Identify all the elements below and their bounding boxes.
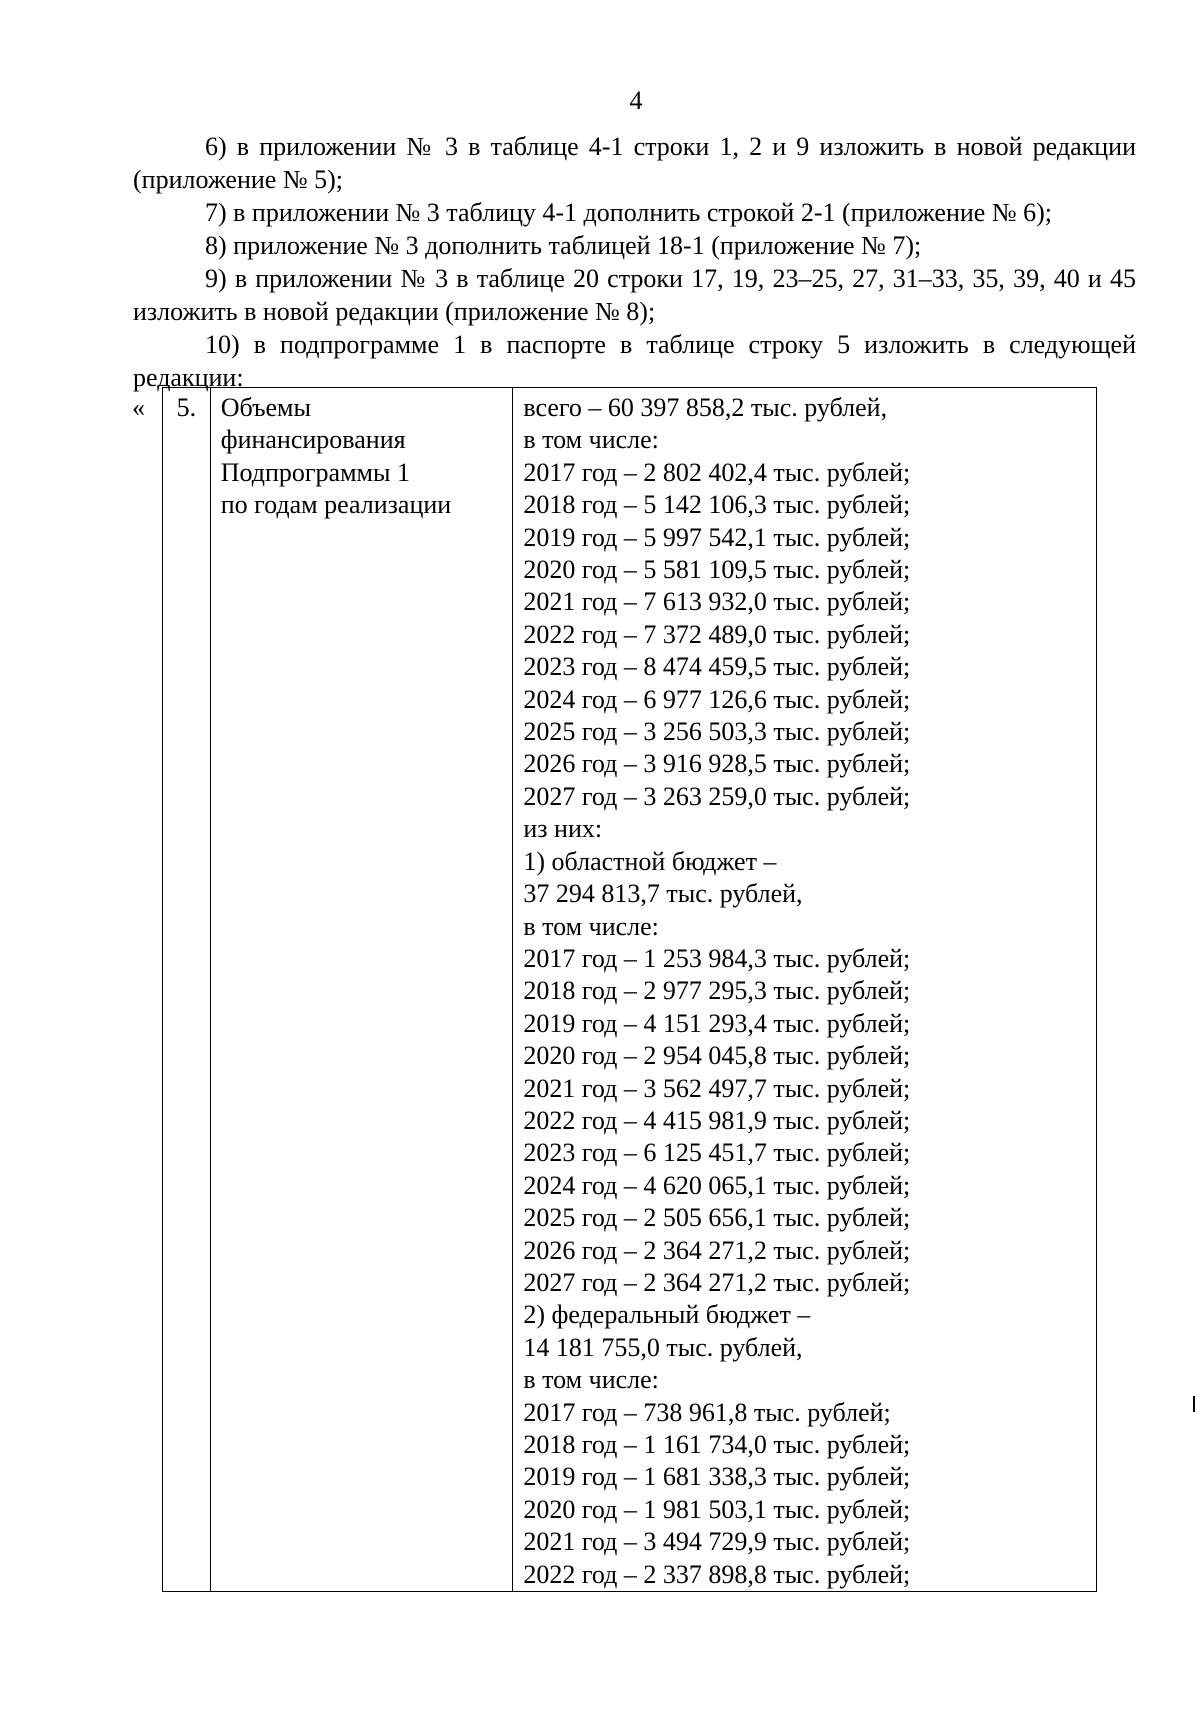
- funding-line: 37 294 813,7 тыс. рублей,: [523, 879, 803, 909]
- funding-line: в том числе:: [523, 425, 659, 455]
- funding-line: 2027 год – 3 263 259,0 тыс. рублей;: [523, 781, 911, 811]
- funding-line: 2018 год – 1 161 734,0 тыс. рублей;: [523, 1430, 911, 1459]
- amendment-paragraph-10: 10) в подпрограмме 1 в паспорте в таблице строку 5 изложить в следующей редакции:: [133, 330, 1136, 392]
- row-number-cell: [163, 388, 211, 1592]
- funding-line: в том числе:: [523, 1365, 659, 1395]
- funding-line: 2021 год – 3 494 729,9 тыс. рублей;: [523, 1527, 911, 1557]
- amendment-list: [133, 130, 1136, 394]
- margin-mark: [1193, 1396, 1195, 1412]
- funding-values: [523, 392, 1086, 1591]
- funding-line: в том числе:: [523, 911, 659, 941]
- funding-line: 2023 год – 6 125 451,7 тыс. рублей;: [523, 1138, 911, 1168]
- amendment-paragraph-7: 7) в приложении № 3 таблицу 4-1 дополнить строкой 2-1 (приложение № 6);: [205, 198, 1053, 227]
- funding-line: 2020 год – 2 954 045,8 тыс. рублей;: [523, 1041, 911, 1071]
- passport-table: [162, 387, 1097, 1592]
- funding-line: 1) областной бюджет –: [523, 846, 777, 876]
- row-name-line: Подпрограммы 1: [220, 457, 410, 487]
- funding-line: 2020 год – 5 581 109,5 тыс. рублей;: [523, 555, 911, 585]
- funding-line: 2023 год – 8 474 459,5 тыс. рублей;: [523, 652, 911, 682]
- funding-line: 2022 год – 7 372 489,0 тыс. рублей;: [523, 619, 911, 649]
- funding-line: 2019 год – 1 681 338,3 тыс. рублей;: [523, 1462, 911, 1492]
- funding-line: 2024 год – 4 620 065,1 тыс. рублей;: [523, 1170, 911, 1200]
- page-number: 4: [629, 86, 643, 115]
- funding-line: 2019 год – 5 997 542,1 тыс. рублей;: [523, 522, 911, 552]
- funding-line: 2019 год – 4 151 293,4 тыс. рублей;: [523, 1008, 911, 1038]
- funding-line: 2024 год – 6 977 126,6 тыс. рублей;: [523, 684, 911, 714]
- row-number: 5.: [176, 393, 197, 422]
- funding-line: 2020 год – 1 981 503,1 тыс. рублей;: [523, 1494, 911, 1524]
- funding-line: 2018 год – 2 977 295,3 тыс. рублей;: [523, 976, 911, 1006]
- funding-line: 2) федеральный бюджет –: [523, 1300, 811, 1330]
- row-values-cell: [513, 388, 1097, 1592]
- table-row: [163, 388, 1097, 1592]
- funding-line: всего – 60 397 858,2 тыс. рублей,: [523, 393, 888, 422]
- row-name-line: Объемы: [220, 393, 311, 422]
- row-name-line: финансирования: [220, 425, 406, 455]
- funding-line: 2018 год – 5 142 106,3 тыс. рублей;: [523, 490, 911, 520]
- row-name: [221, 392, 503, 522]
- funding-line: 2026 год – 2 364 271,2 тыс. рублей;: [523, 1235, 911, 1265]
- row-name-cell: [210, 388, 513, 1592]
- funding-line: 2025 год – 2 505 656,1 тыс. рублей;: [523, 1203, 911, 1233]
- funding-line: 2025 год – 3 256 503,3 тыс. рублей;: [523, 717, 911, 747]
- funding-line: 2021 год – 3 562 497,7 тыс. рублей;: [523, 1073, 911, 1103]
- funding-line: 2026 год – 3 916 928,5 тыс. рублей;: [523, 749, 911, 779]
- funding-line: 2017 год – 1 253 984,3 тыс. рублей;: [523, 943, 911, 973]
- funding-line: 2017 год – 2 802 402,4 тыс. рублей;: [523, 457, 911, 487]
- funding-line: 14 181 755,0 тыс. рублей,: [523, 1332, 803, 1362]
- funding-line: 2027 год – 2 364 271,2 тыс. рублей;: [523, 1267, 911, 1297]
- funding-line: 2017 год – 738 961,8 тыс. рублей;: [523, 1397, 891, 1427]
- funding-line: 2022 год – 4 415 981,9 тыс. рублей;: [523, 1105, 911, 1135]
- opening-quote: «: [132, 393, 145, 422]
- funding-line: 2022 год – 2 337 898,8 тыс. рублей;: [523, 1559, 911, 1589]
- row-name-line: по годам реализации: [220, 490, 452, 520]
- amendment-paragraph-9: 9) в приложении № 3 в таблице 20 строки 17, 19, 23–25, 27, 31–33, 35, 39, 40 и 45 изложить в новой редакции (приложение № 8);: [133, 264, 1136, 326]
- amendment-paragraph-6: 6) в приложении № 3 в таблице 4-1 строки 1, 2 и 9 изложить в новой редакции (приложение № 5);: [133, 132, 1136, 194]
- amendment-paragraph-8: 8) приложение № 3 дополнить таблицей 18-1 (приложение № 7);: [205, 231, 922, 260]
- funding-line: из них:: [523, 814, 603, 844]
- funding-line: 2021 год – 7 613 932,0 тыс. рублей;: [523, 587, 911, 617]
